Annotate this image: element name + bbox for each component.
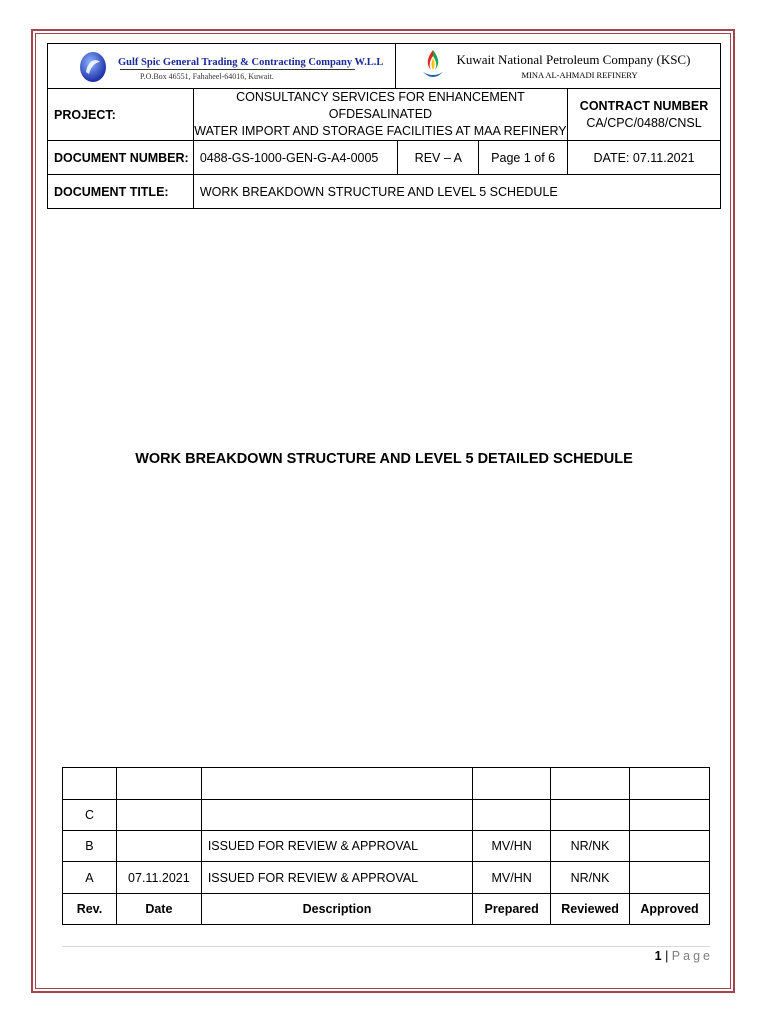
prepared-header: Prepared (473, 894, 551, 925)
date-cell (116, 831, 201, 862)
document-number: 0488-GS-1000-GEN-G-A4-0005 (193, 141, 398, 175)
date-cell (116, 768, 201, 800)
revision-table (62, 767, 710, 925)
reviewed-header: Reviewed (551, 894, 630, 925)
description-cell: ISSUED FOR REVIEW & APPROVAL (201, 862, 472, 894)
document-title: WORK BREAKDOWN STRUCTURE AND LEVEL 5 SCHEDULE (193, 175, 720, 209)
approved-cell (630, 862, 710, 894)
description-cell (201, 800, 472, 831)
knpc-refinery-name: MINA AL-AHMADI REFINERY (521, 70, 638, 80)
gulf-address: P.O.Box 46551, Fahaheel-64016, Kuwait. (140, 72, 274, 81)
project-label: PROJECT: (48, 89, 194, 141)
knpc-company-name: Kuwait National Petroleum Company (KSC) (456, 52, 691, 67)
gulf-company-name: Gulf Spic General Trading & Contracting Company W.L.L (118, 57, 384, 68)
main-title: WORK BREAKDOWN STRUCTURE AND LEVEL 5 DETAILED SCHEDULE (135, 451, 633, 467)
description-header: Description (201, 894, 472, 925)
gulf-spic-logo-icon (76, 50, 110, 84)
page-info: Page 1 of 6 (479, 141, 568, 175)
gulf-logo-cell (48, 44, 396, 89)
contract-cell (568, 89, 721, 141)
table-row (63, 862, 710, 894)
prepared-cell: MV/HN (473, 862, 551, 894)
knpc-flame-logo-icon (418, 48, 448, 84)
approved-cell (630, 831, 710, 862)
date-cell: 07.11.2021 (116, 862, 201, 894)
page-word: Page (671, 949, 713, 963)
date-cell (116, 800, 201, 831)
table-row (63, 800, 710, 831)
knpc-logo-cell (396, 44, 721, 89)
prepared-cell (473, 768, 551, 800)
approved-cell (630, 768, 710, 800)
document-title-label: DOCUMENT TITLE: (48, 175, 194, 209)
reviewed-cell: NR/NK (551, 831, 630, 862)
gulf-underline (120, 69, 355, 70)
table-row (63, 831, 710, 862)
rev-cell: A (63, 862, 117, 894)
approved-header: Approved (630, 894, 710, 925)
rev-header: Rev. (63, 894, 117, 925)
logo-table (47, 43, 721, 89)
reviewed-cell (551, 768, 630, 800)
table-header-row (63, 894, 710, 925)
project-info-table (47, 88, 721, 209)
prepared-cell: MV/HN (473, 831, 551, 862)
rev-cell: B (63, 831, 117, 862)
contract-number: CA/CPC/0488/CNSL (586, 115, 702, 130)
project-line-2: WATER IMPORT AND STORAGE FACILITIES AT MAA REFINERY (194, 124, 567, 138)
description-cell (201, 768, 472, 800)
project-description (193, 89, 567, 141)
document-number-label: DOCUMENT NUMBER: (48, 141, 194, 175)
rev-cell: C (63, 800, 117, 831)
page-separator: | (661, 949, 672, 963)
page-number: 1 (654, 949, 662, 963)
revision-label: REV – A (398, 141, 479, 175)
rev-cell (63, 768, 117, 800)
description-cell: ISSUED FOR REVIEW & APPROVAL (201, 831, 472, 862)
document-date: DATE: 07.11.2021 (568, 141, 721, 175)
footer-divider (62, 946, 710, 947)
date-header: Date (116, 894, 201, 925)
approved-cell (630, 800, 710, 831)
reviewed-cell: NR/NK (551, 862, 630, 894)
contract-label: CONTRACT NUMBER (579, 98, 709, 113)
reviewed-cell (551, 800, 630, 831)
page-footer (655, 949, 713, 963)
prepared-cell (473, 800, 551, 831)
table-row (63, 768, 710, 800)
project-line-1: CONSULTANCY SERVICES FOR ENHANCEMENT OFDESALINATED (236, 90, 525, 121)
